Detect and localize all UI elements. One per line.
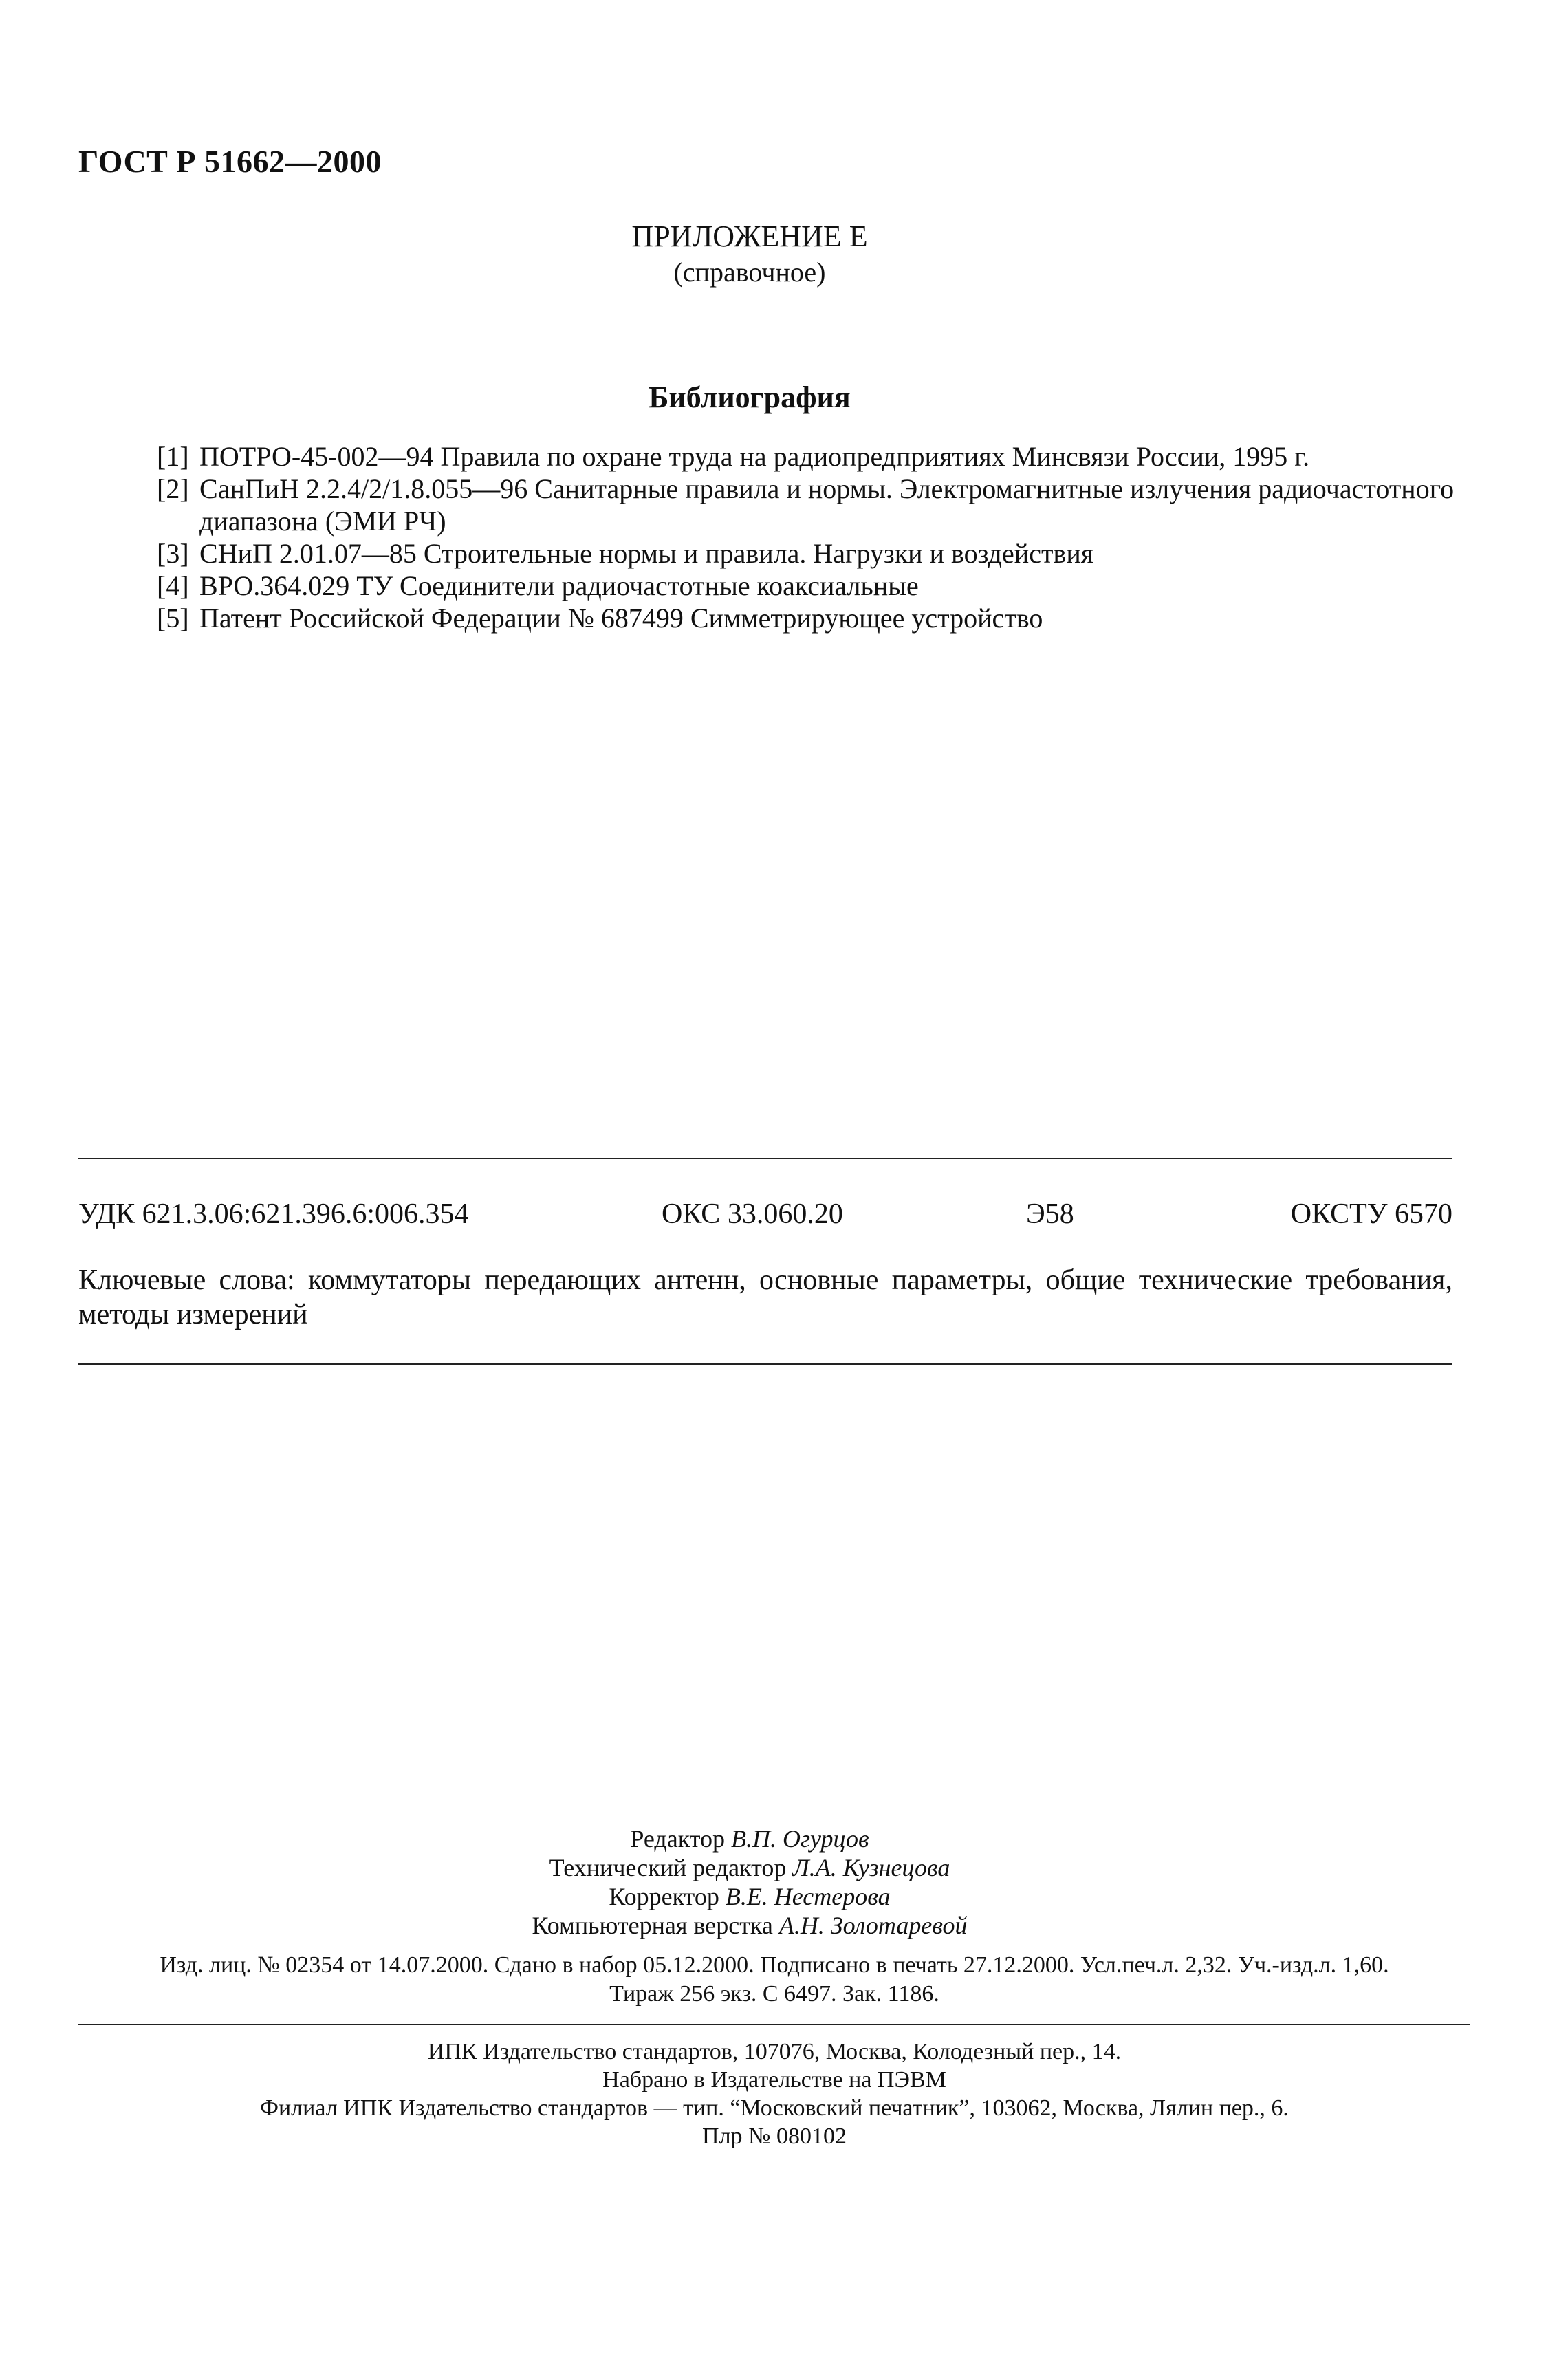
bibliography-item-text: ПОТРО-45-002—94 Правила по охране труда на радиопредприятиях Минсвязи России, 1995 г. [199,441,1310,472]
bibliography-item [157,537,1463,570]
bibliography-item-text: Патент Российской Федерации № 687499 Симметрирующее устройство [199,603,1043,634]
credit-person: В.П. Огурцов [731,1825,869,1853]
oks-code: ОКС 33.060.20 [662,1198,843,1230]
credit-layout [0,1911,1499,1940]
divider-bottom [78,2024,1470,2025]
credit-label: Компьютерная верстка [532,1912,773,1939]
printer-line: ИПК Издательство стандартов, 107076, Москва, Колодезный пер., 14. [427,2039,1122,2064]
classification-row [78,1198,1452,1239]
bibliography-item-number: [5] [157,603,189,634]
bibliography-item-text: СанПиН 2.2.4/2/1.8.055—96 Санитарные правила и нормы. Электромагнитные излучения радиочастотного диапазона (ЭМИ РЧ) [199,473,1455,537]
publishing-line: Тираж 256 экз. С 6497. Зак. 1186. [609,1981,939,2007]
credit-person: Л.А. Кузнецова [792,1854,950,1881]
bibliography-item-text: СНиП 2.01.07—85 Строительные нормы и правила. Нагрузки и воздействия [199,538,1094,569]
printer-line: Филиал ИПК Издательство стандартов — тип. “Московский печатник”, 103062, Москва, Лялин пер., 6. [260,2095,1289,2121]
credit-label: Редактор [630,1825,725,1853]
bibliography-item-number: [3] [157,538,189,569]
bibliography-item [157,440,1463,473]
bibliography-heading: Библиография [649,380,851,414]
printer-info [78,2038,1470,2150]
keywords: Ключевые слова: коммутаторы передающих антенн, основные параметры, общие технические требования, методы измерений [78,1264,1452,1330]
bibliography-item-number: [4] [157,570,189,601]
divider-top [78,1158,1452,1159]
credit-person: А.Н. Золотаревой [778,1912,968,1939]
credit-person: В.Е. Нестерова [725,1883,891,1910]
credits-block [0,1824,1499,1940]
appendix-subtitle: (справочное) [673,257,826,288]
appendix-title: ПРИЛОЖЕНИЕ Е [631,219,868,253]
credit-tech-editor [0,1853,1499,1882]
credit-label: Корректор [609,1883,719,1910]
printer-line: Плр № 080102 [702,2124,847,2149]
bibliography-item-number: [1] [157,441,189,472]
bibliography-item [157,570,1463,602]
bibliography-item [157,473,1463,537]
credit-editor [0,1824,1499,1853]
bibliography-item-number: [2] [157,473,189,504]
bibliography-item-text: ВРО.364.029 ТУ Соединители радиочастотные коаксиальные [199,570,919,601]
group-code: Э58 [1026,1198,1074,1230]
divider-middle [78,1363,1452,1365]
publishing-line: Изд. лиц. № 02354 от 14.07.2000. Сдано в набор 05.12.2000. Подписано в печать 27.12.2000. Усл.печ.л. 2,32. Уч.-изд.л. 1,60. [160,1952,1389,1978]
credit-label: Технический редактор [549,1854,787,1881]
credit-proofreader [0,1882,1499,1911]
bibliography-list [157,440,1463,634]
standard-number: ГОСТ Р 51662—2000 [78,144,382,179]
udk-code: УДК 621.3.06:621.396.6:006.354 [78,1198,469,1230]
okstu-code: ОКСТУ 6570 [1290,1198,1452,1230]
bibliography-item [157,602,1463,634]
printer-line: Набрано в Издательстве на ПЭВМ [602,2067,946,2093]
publishing-info [78,1951,1470,2009]
